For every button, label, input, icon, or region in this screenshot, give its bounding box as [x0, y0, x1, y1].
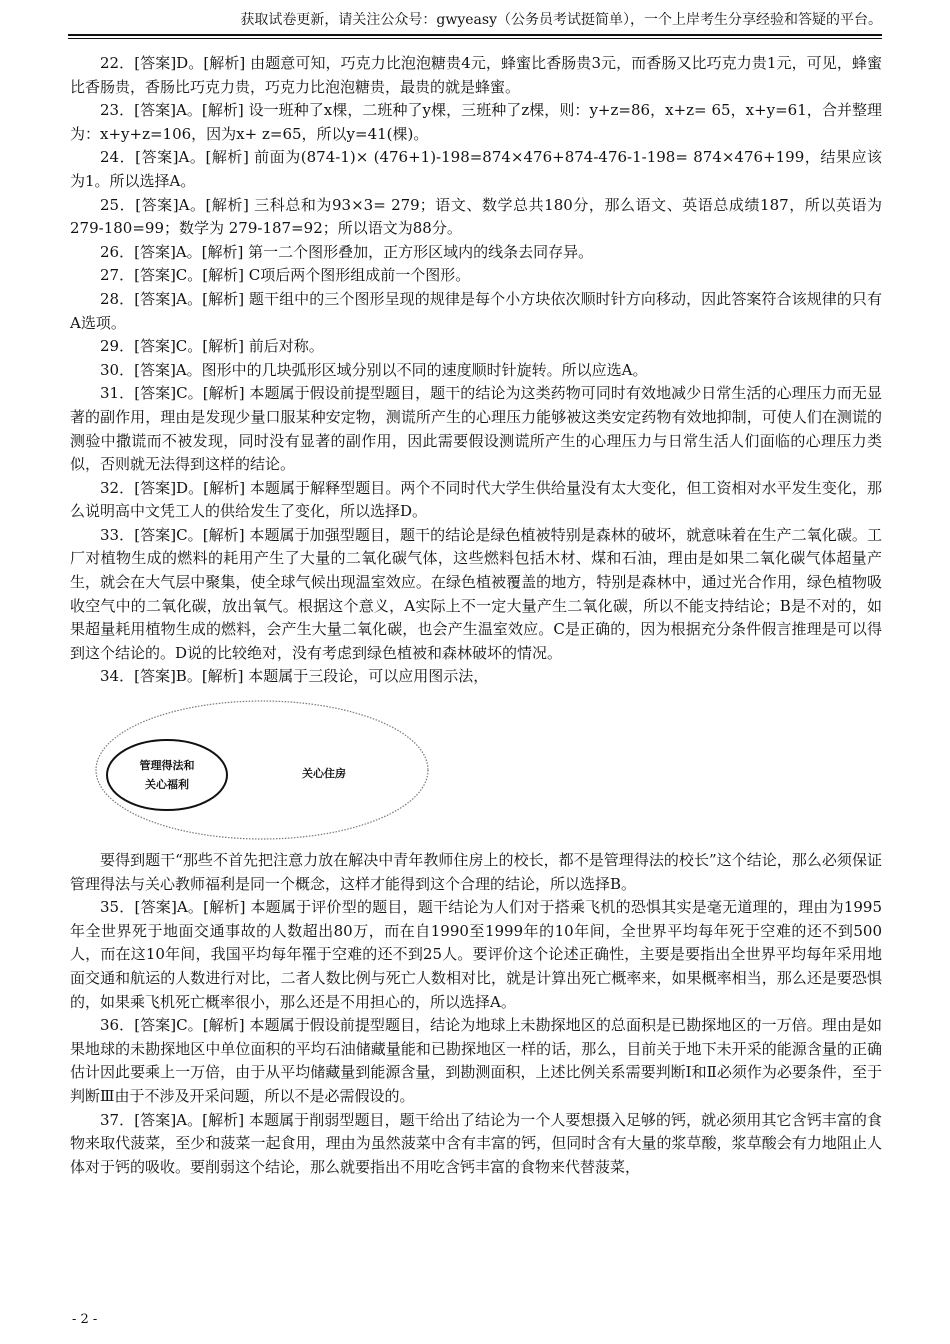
answer-29: 29．[答案]C。[解析] 前后对称。 — [100, 337, 324, 356]
inner-label-line2: 关心福利 — [145, 778, 189, 792]
page-header: 获取试卷更新，请关注公众号：gwyeasy（公务员考试挺简单），一个上岸考生分享经验和答疑的平台。 — [240, 12, 882, 28]
answer-32: 32．[答案]D。[解析] 本题属于解释型题目。两个不同时代大学生供给量没有太大变化，但工资相对水平发生变化，那么说明高中文凭工人的供给发生了变化，所以选择D。 — [70, 478, 882, 521]
venn-diagram-svg — [92, 697, 432, 843]
answer-36: 36．[答案]C。[解析] 本题属于假设前提型题目，结论为地球上未勘探地区的总面积是已勘探地区的一万倍。理由是如果地球的未勘探地区中单位面积的平均石油储藏量能和已勘探地区一样的话，那么，目前关于地下未开采的能源含量的正确估计因此要乘上一万倍，由于从平均储藏量到能源含量，到勘测面积，上述比例关系需要判断Ⅰ和Ⅱ必须作为必要条件，至于判断Ⅲ由于不涉及开采问题，所以不是必需假设的。 — [70, 1016, 882, 1105]
answer-28: 28．[答案]A。[解析] 题干组中的三个图形呈现的规律是每个小方块依次顺时针方向移动，因此答案符合该规律的只有A选项。 — [70, 289, 882, 332]
answer-35: 35．[答案]A。[解析] 本题属于评价型的题目，题干结论为人们对于搭乘飞机的恐惧其实是毫无道理的，理由为1995年全世界死于地面交通事故的人数超出80万，而在自1990至1999年的10年间，全世界平均每年死于空难的还不到500人，而在这10年间，我国平均每年罹于空难的还不到25人。要评价这个论述正确性，主要是要指出全世界平均每年采用地面交通和航运的人数进行对比，二者人数比例与死亡人数相对比，就是计算出死亡概率来，如果概率相当，那么还是要恐惧的，如果乘飞机死亡概率很小，那么还是不用担心的，所以选择A。 — [70, 898, 882, 1011]
inner-label-line1: 管理得法和 — [139, 759, 195, 773]
answer-34: 34．[答案]B。[解析] 本题属于三段论，可以应用图示法， — [100, 667, 489, 686]
answer-34-conclusion: 要得到题干“那些不首先把注意力放在解决中青年教师住房上的校长，都不是管理得法的校长”这个结论，那么必须保证管理得法与关心教师福利是同一个概念，这样才能得到这个合理的结论，所以选择B。 — [70, 851, 882, 893]
answer-31: 31．[答案]C。[解析] 本题属于假设前提型题目，题干的结论为这类药物可同时有效地减少日常生活的心理压力而无显著的副作用，理由是发现少量口服某种安定物，测谎所产生的心理压力能够被这类安定药物有效地抑制，可使人们在测谎的测验中撒谎而不被发现，同时没有显著的副作用，因此需要假设测谎所产生的心理压力与日常生活人们面临的心理压力类似，否则就无法得到这样的结论。 — [70, 384, 882, 474]
header-rule-thin — [68, 38, 882, 39]
answer-26: 26．[答案]A。[解析] 第一二个图形叠加，正方形区域内的线条去同存异。 — [100, 242, 594, 261]
answer-30: 30．[答案]A。图形中的几块弧形区域分别以不同的速度顺时针旋转。所以应选A。 — [100, 360, 648, 379]
page-number: - 2 - — [72, 1312, 98, 1327]
answer-24: 24．[答案]A。[解析] 前面为(874-1)× (476+1)-198=874×476+874-476-1-198= 874×476+199，结果应该为1。所以选择A。 — [70, 148, 882, 190]
answer-33: 33．[答案]C。[解析] 本题属于加强型题目，题干的结论是绿色植被特别是森林的破坏，就意味着在生产二氧化碳。工厂对植物生成的燃料的耗用产生了大量的二氧化碳气体，这些燃料包括木材、煤和石油，理由是如果二氧化碳气体超量产生，就会在大气层中聚集，使全球气候出现温室效应。在绿色植被覆盖的地方，特别是森林中，通过光合作用，绿色植物吸收空气中的二氧化碳，放出氧气。根据这个意义，A实际上不一定大量产生二氧化碳，所以不能支持结论；B是不对的，如果超量耗用植物生成的燃料，会产生大量二氧化碳，也会产生温室效应。C是正确的，因为根据充分条件假言推理是可以得到这个结论的。D说的比较绝对，没有考虑到绿色植被和森林破坏的情况。 — [70, 525, 882, 662]
answer-content — [70, 52, 882, 1179]
venn-diagram — [70, 697, 882, 845]
answer-27: 27．[答案]C。[解析] C项后两个图形组成前一个图形。 — [100, 266, 471, 285]
answer-25: 25．[答案]A。[解析] 三科总和为93×3= 279；语文、数学总共180分，那么语文、英语总成绩187，所以英语为279-180=99；数学为 279-187=92；所以语文为88分。 — [70, 195, 882, 238]
header-rule-thick — [68, 34, 882, 36]
inner-ellipse — [107, 740, 227, 810]
answer-37: 37．[答案]A。[解析] 本题属于削弱型题目，题干给出了结论为一个人要想摄入足够的钙，就必须用其它含钙丰富的食物来取代菠菜，至少和菠菜一起食用，理由为虽然菠菜中含有丰富的钙，但同时含有大量的浆草酸，浆草酸会有力地阻止人体对于钙的吸收。要削弱这个结论，那么就要指出不用吃含钙丰富的食物来代替菠菜， — [70, 1110, 882, 1176]
answer-23: 23．[答案]A。[解析] 设一班种了x棵，二班种了y棵，三班种了z棵，则：y+z=86，x+z= 65，x+y=61，合并整理为：x+y+z=106，因为x+ z=65，所以y=41(棵)。 — [70, 101, 882, 143]
outer-label: 关心住房 — [302, 767, 346, 781]
answer-22: 22．[答案]D。[解析] 由题意可知，巧克力比泡泡糖贵4元，蜂蜜比香肠贵3元，而香肠又比巧克力贵1元，可见，蜂蜜比香肠贵，香肠比巧克力贵，巧克力比泡泡糖贵，最贵的就是蜂蜜。 — [70, 54, 882, 96]
